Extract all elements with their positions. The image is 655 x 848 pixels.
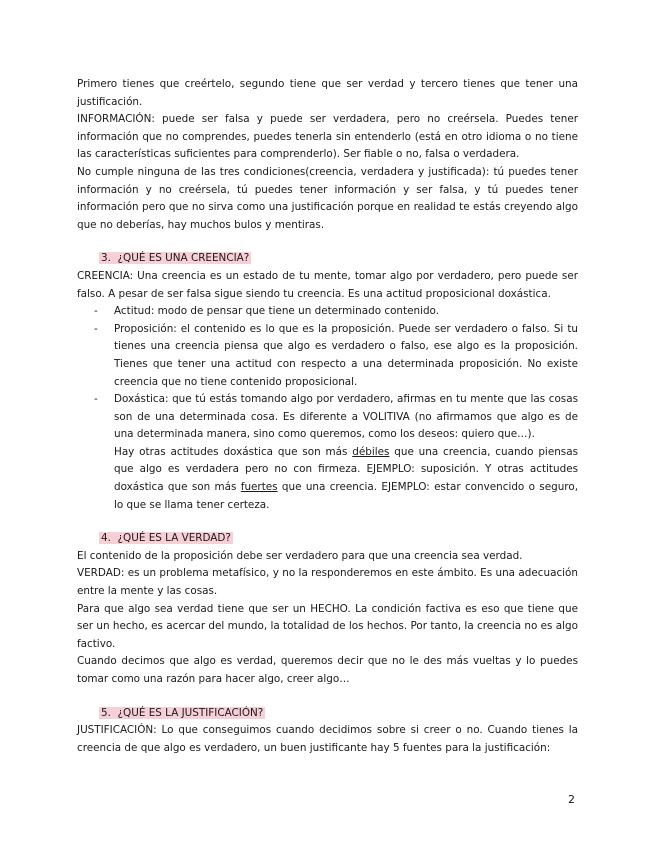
bullet-list	[77, 303, 578, 444]
list-item: - Proposición: el contenido es lo que es la proposición. Puede ser verdadero o falso. Si tu tienes una creencia piensa que algo es verdadero o falso, ese algo es la proposición. Tienes que tener una actitud con respecto a una determinada proposición. No existe creencia que no tiene contenido proposicional.	[94, 322, 578, 388]
section-heading-3	[99, 250, 578, 268]
paragraph: JUSTIFICACIÓN: Lo que conseguimos cuando decidimos sobre si creer o no. Cuando tienes la creencia de que algo es verdadero, un buen justificante hay 5 fuentes para la justificación:	[77, 724, 578, 754]
underlined-word: débiles	[352, 445, 390, 458]
page-number: 2	[568, 793, 575, 806]
paragraph: No cumple ninguna de las tres condiciones(creencia, verdadera y justificada): tú puedes tener información y no creérsela, tú puedes tener información y ser falsa, y tú puedes tener información pero que no sirva como una justificación porque en realidad te estás creyendo algo que no deberías, hay muchos bulos y mentiras.	[77, 165, 578, 231]
section-title: ¿QUÉ ES LA JUSTIFICACIÓN?	[117, 706, 264, 719]
paragraph: El contenido de la proposición debe ser verdadero para que una creencia sea verdad.	[77, 549, 523, 562]
section-number: 5.	[101, 706, 111, 719]
paragraph: Cuando decimos que algo es verdad, queremos decir que no le des más vueltas y lo puedes tomar como una razón para hacer algo, creer algo…	[77, 655, 578, 685]
paragraph: VERDAD: es un problema metafísico, y no la responderemos en este ámbito. Es una adecuación entre la mente y las cosas.	[77, 567, 578, 598]
section-number: 3.	[101, 252, 111, 265]
section-number: 4.	[101, 532, 111, 545]
paragraph: INFORMACIÓN: puede ser falsa y puede ser verdadera, pero no creérsela. Puedes tener información que no comprendes, puedes tenerla sin entenderlo (está en otro idioma o no tiene las características suficientes para comprenderlo). Ser fiable o no, falsa o verdadera.	[77, 113, 578, 161]
paragraph: CREENCIA: Una creencia es un estado de tu mente, tomar algo por verdadero, pero puede ser falso. A pesar de ser falsa sigue siendo tu creencia. Es una actitud proposicional doxástica.	[77, 269, 578, 300]
document-body	[77, 76, 578, 757]
list-item: - Actitud: modo de pensar que tiene un determinado contenido.	[94, 305, 440, 318]
section-heading-4	[99, 530, 578, 548]
paragraph-indented: Hay otras actitudes doxástica que son más débiles que una creencia, cuando piensas que algo es verdadera pero no con firmeza. EJEMPLO: suposición. Y otras actitudes doxástica que son más fuertes que una creencia. EJEMPLO: estar convencido o seguro, lo que se llama tener certeza.	[114, 445, 578, 511]
list-item: - Doxástica: que tú estás tomando algo por verdadero, afirmas en tu mente que las cosas son de una determinada cosa. Es diferente a VOLITIVA (no afirmamos que algo es de una determinada manera, sino como queremos, como los deseos: quiero que…).	[94, 393, 578, 441]
paragraph: Para que algo sea verdad tiene que ser un HECHO. La condición factiva es eso que tiene que ser un hecho, es acercar del mundo, la totalidad de los hechos. Por tanto, la creencia no es algo factivo.	[77, 602, 578, 650]
paragraph: Primero tienes que creértelo, segundo tiene que ser verdad y tercero tienes que tener una justificación.	[77, 78, 578, 108]
underlined-word: fuertes	[240, 481, 278, 494]
section-title: ¿QUÉ ES LA VERDAD?	[117, 532, 231, 545]
section-title: ¿QUÉ ES UNA CREENCIA?	[117, 252, 250, 265]
section-heading-5	[99, 705, 578, 723]
